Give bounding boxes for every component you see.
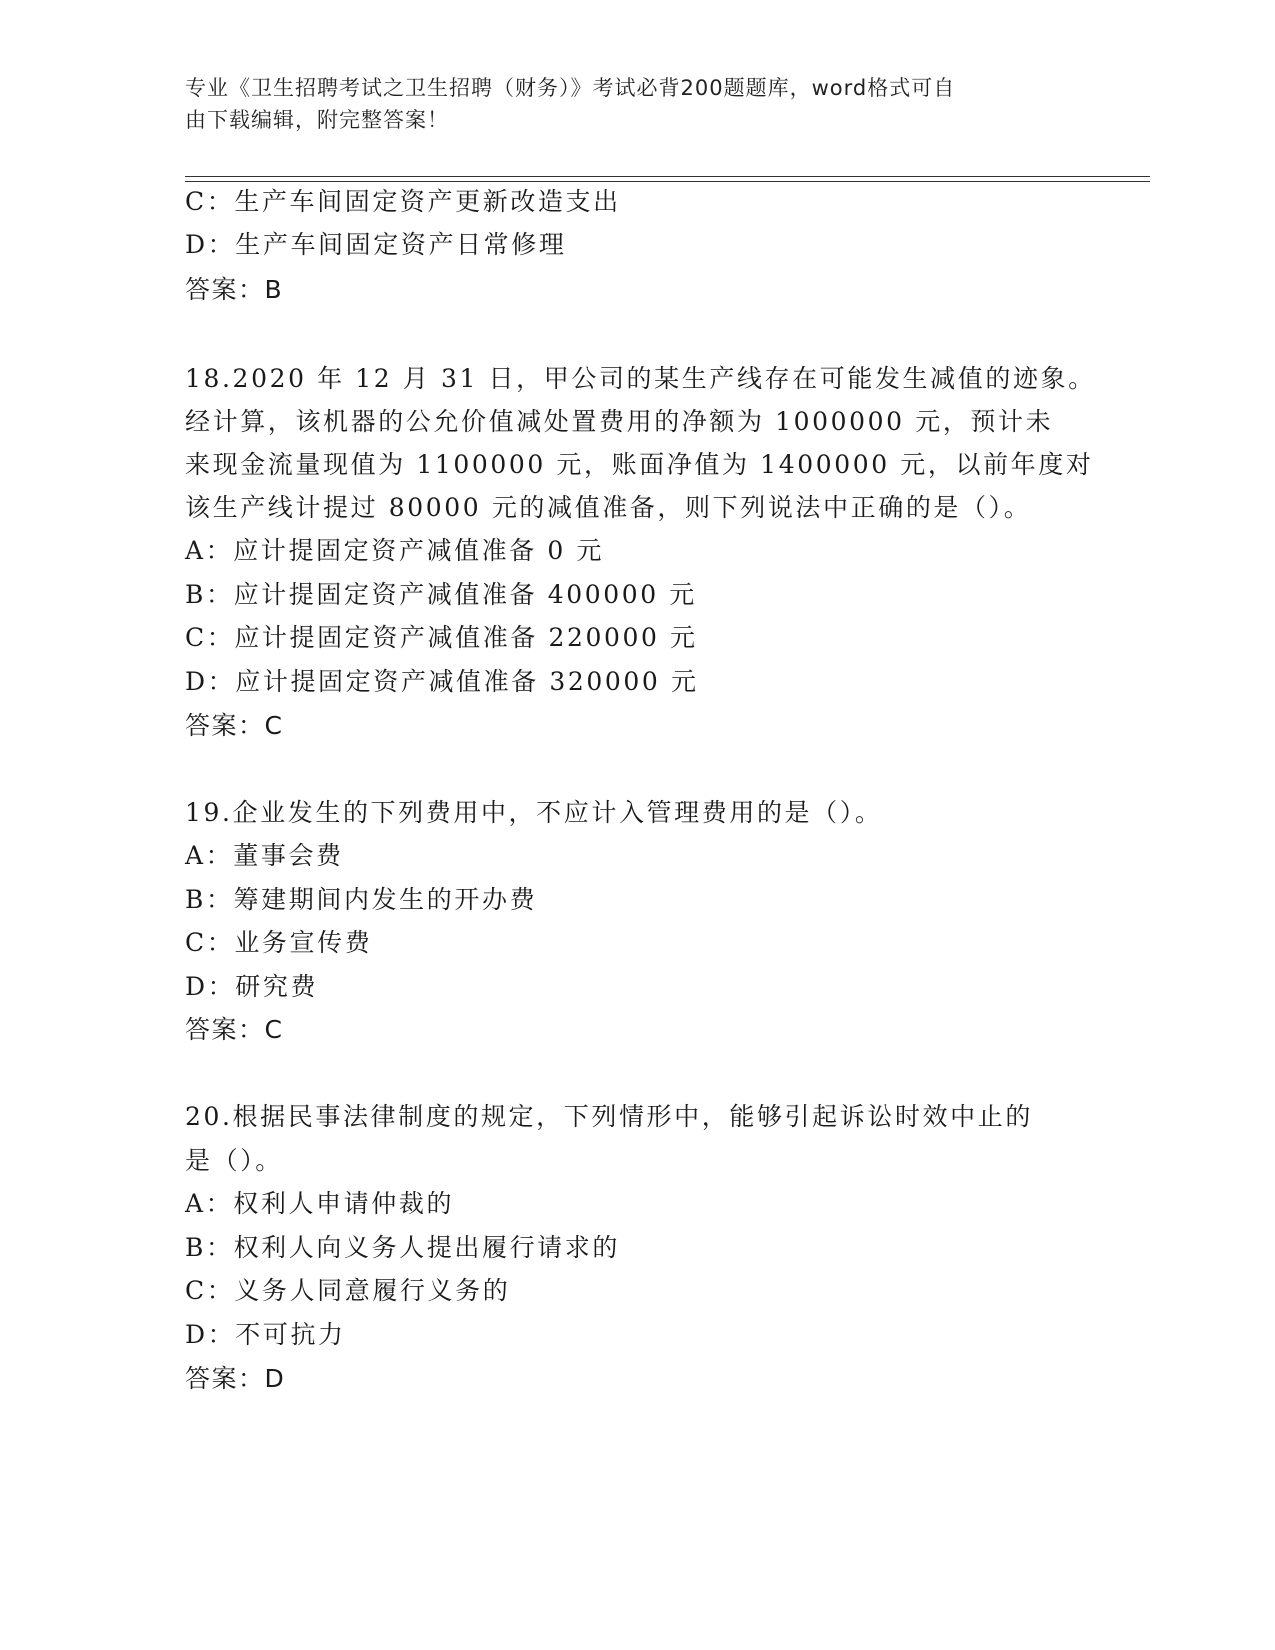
q17-option-c: C：生产车间固定资产更新改造支出	[185, 187, 621, 216]
q18-stem-line-1: 18.2020 年 12 月 31 日，甲公司的某生产线存在可能发生减值的迹象。	[185, 364, 1096, 393]
header-line-2: 由下载编辑，附完整答案！	[185, 108, 449, 132]
q19-stem-line-1: 19.企业发生的下列费用中，不应计入管理费用的是（）。	[185, 798, 883, 827]
q17-option-d: D：生产车间固定资产日常修理	[185, 230, 567, 259]
q17-answer: 答案：B	[185, 275, 284, 304]
q20-option-b: B：权利人向义务人提出履行请求的	[185, 1233, 620, 1262]
q18-option-d: D：应计提固定资产减值准备 320000 元	[185, 667, 699, 696]
q19-option-a: A：董事会费	[185, 841, 344, 870]
q18-option-c: C：应计提固定资产减值准备 220000 元	[185, 623, 698, 652]
document-header	[185, 72, 1065, 136]
q20-stem-line-2: 是（）。	[185, 1146, 283, 1175]
header-line-1: 专业《卫生招聘考试之卫生招聘（财务）》考试必背200题题库，word格式可自	[185, 76, 956, 100]
q18-option-a: A：应计提固定资产减值准备 0 元	[185, 536, 605, 565]
q18-option-b: B：应计提固定资产减值准备 400000 元	[185, 580, 697, 609]
q19-option-c: C：业务宣传费	[185, 928, 373, 957]
q19-answer: 答案：C	[185, 1015, 284, 1044]
q19-option-b: B：筹建期间内发生的开办费	[185, 885, 538, 914]
q20-stem-line-1: 20.根据民事法律制度的规定，下列情形中，能够引起诉讼时效中止的	[185, 1102, 1033, 1131]
header-divider-bottom	[185, 181, 1150, 182]
q18-stem-line-4: 该生产线计提过 80000 元的减值准备，则下列说法中正确的是（）。	[185, 493, 1032, 522]
header-divider-top	[185, 176, 1150, 177]
q20-option-d: D：不可抗力	[185, 1320, 346, 1349]
q18-stem-line-3: 来现金流量现值为 1100000 元，账面净值为 1400000 元，以前年度对	[185, 450, 1094, 479]
q19-option-d: D：研究费	[185, 972, 319, 1001]
q18-stem-line-2: 经计算，该机器的公允价值减处置费用的净额为 1000000 元，预计未	[185, 407, 1054, 436]
q18-answer: 答案：C	[185, 711, 284, 740]
q20-option-c: C：义务人同意履行义务的	[185, 1276, 511, 1305]
q20-answer: 答案：D	[185, 1364, 286, 1393]
q20-option-a: A：权利人申请仲裁的	[185, 1189, 455, 1218]
